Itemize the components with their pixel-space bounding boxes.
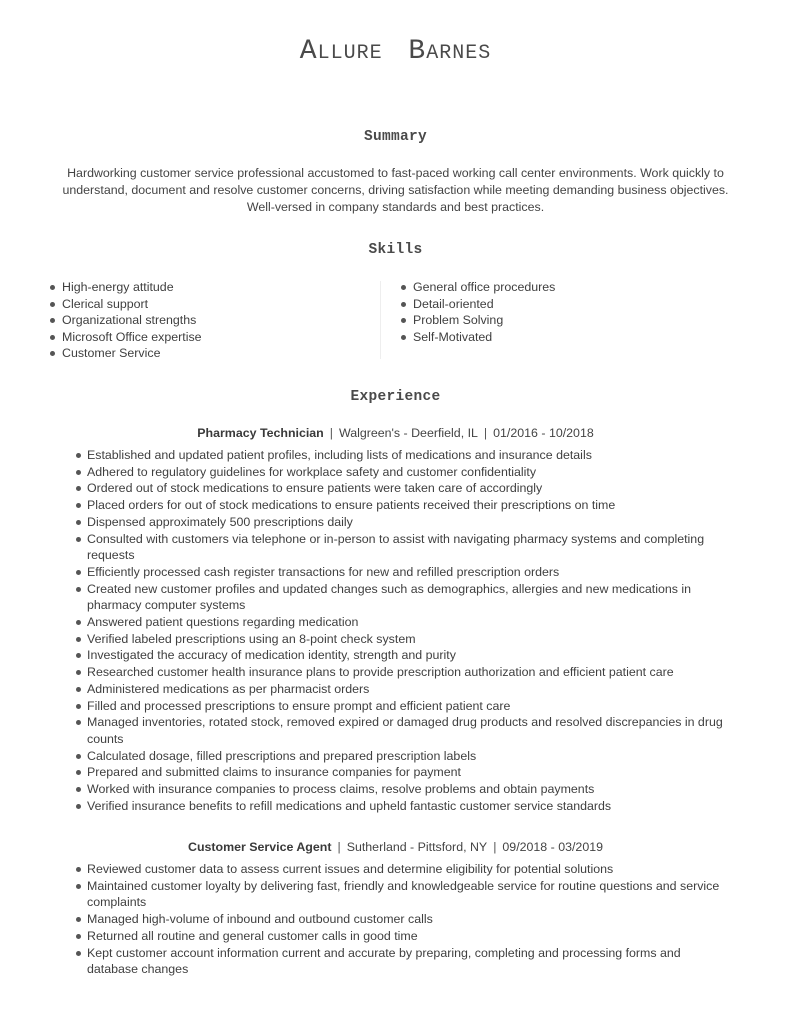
skill-item: Detail-oriented: [400, 296, 555, 313]
job-dates: 09/2018 - 03/2019: [502, 840, 603, 854]
job-bullet: Dispensed approximately 500 prescriptions daily: [75, 514, 730, 531]
skills-divider: [380, 281, 381, 359]
skill-item: Self-Motivated: [400, 329, 555, 346]
job-bullet: Created new customer profiles and updated changes such as demographics, allergies and new medications in pharmacy computer systems: [75, 581, 730, 614]
skill-item: Organizational strengths: [49, 312, 202, 329]
job-bullet: Managed inventories, rotated stock, removed expired or damaged drug products and resolved discrepancies in drug counts: [75, 714, 730, 747]
job-bullet: Established and updated patient profiles, including lists of medications and insurance details: [75, 447, 730, 464]
job-bullet: Ordered out of stock medications to ensure patients were taken care of accordingly: [75, 480, 730, 497]
skill-item: Problem Solving: [400, 312, 555, 329]
job-bullet: Consulted with customers via telephone or in-person to assist with navigating pharmacy systems and completing requests: [75, 531, 730, 564]
job-title: Pharmacy Technician: [197, 426, 324, 440]
summary-heading: Summary: [363, 129, 427, 145]
job-bullet: Efficiently processed cash register transactions for new and refilled prescription orders: [75, 564, 730, 581]
job-bullet: Worked with insurance companies to process claims, resolve problems and obtain payments: [75, 781, 730, 798]
separator: |: [337, 840, 341, 854]
skill-item: General office procedures: [400, 279, 555, 296]
job-bullet-list: [75, 861, 730, 978]
skills-heading: Skills: [368, 242, 423, 258]
candidate-name: Allure Barnes: [299, 36, 492, 67]
job-bullet: Returned all routine and general customer calls in good time: [75, 928, 730, 945]
job-bullet: Verified labeled prescriptions using an 8-point check system: [75, 631, 730, 648]
job-bullet: Researched customer health insurance plans to provide prescription authorization and efficient patient care: [75, 664, 730, 681]
separator: |: [493, 840, 497, 854]
job-bullet-list: [75, 447, 730, 814]
job-header: [0, 840, 791, 854]
job-company: Sutherland - Pittsford, NY: [346, 840, 488, 854]
job-bullet: Calculated dosage, filled prescriptions and prepared prescription labels: [75, 748, 730, 765]
job-company: Walgreen's - Deerfield, IL: [338, 426, 478, 440]
separator: |: [329, 426, 333, 440]
summary-text: Hardworking customer service professional accustomed to fast-paced working call center environments. Work quickly to understand, document and resolve customer concerns, driving satisfaction while meeting demanding business objectives. Well-versed in company standards and best practices.: [62, 166, 729, 214]
skills-list-right: [400, 279, 555, 345]
skill-item: Customer Service: [49, 345, 202, 362]
job-bullet: Filled and processed prescriptions to ensure prompt and efficient patient care: [75, 698, 730, 715]
skill-item: High-energy attitude: [49, 279, 202, 296]
job-bullet: Prepared and submitted claims to insurance companies for payment: [75, 764, 730, 781]
job-bullet: Placed orders for out of stock medications to ensure patients received their prescriptions on time: [75, 497, 730, 514]
job-dates: 01/2016 - 10/2018: [493, 426, 594, 440]
job-title: Customer Service Agent: [188, 840, 332, 854]
experience-heading: Experience: [350, 389, 441, 405]
skills-list-left: [49, 279, 202, 362]
job-bullet: Managed high-volume of inbound and outbound customer calls: [75, 911, 730, 928]
job-header: [0, 426, 791, 440]
skill-item: Clerical support: [49, 296, 202, 313]
job-bullet: Kept customer account information current and accurate by preparing, completing and processing forms and database changes: [75, 945, 730, 978]
job-bullet: Administered medications as per pharmacist orders: [75, 681, 730, 698]
job-bullet: Maintained customer loyalty by delivering fast, friendly and knowledgeable service for routine questions and service complaints: [75, 878, 730, 911]
skill-item: Microsoft Office expertise: [49, 329, 202, 346]
job-bullet: Investigated the accuracy of medication identity, strength and purity: [75, 647, 730, 664]
separator: |: [483, 426, 488, 440]
job-bullet: Verified insurance benefits to refill medications and upheld fantastic customer service standards: [75, 798, 730, 815]
job-bullet: Adhered to regulatory guidelines for workplace safety and customer confidentiality: [75, 464, 730, 481]
job-bullet: Answered patient questions regarding medication: [75, 614, 730, 631]
job-bullet: Reviewed customer data to assess current issues and determine eligibility for potential solutions: [75, 861, 730, 878]
